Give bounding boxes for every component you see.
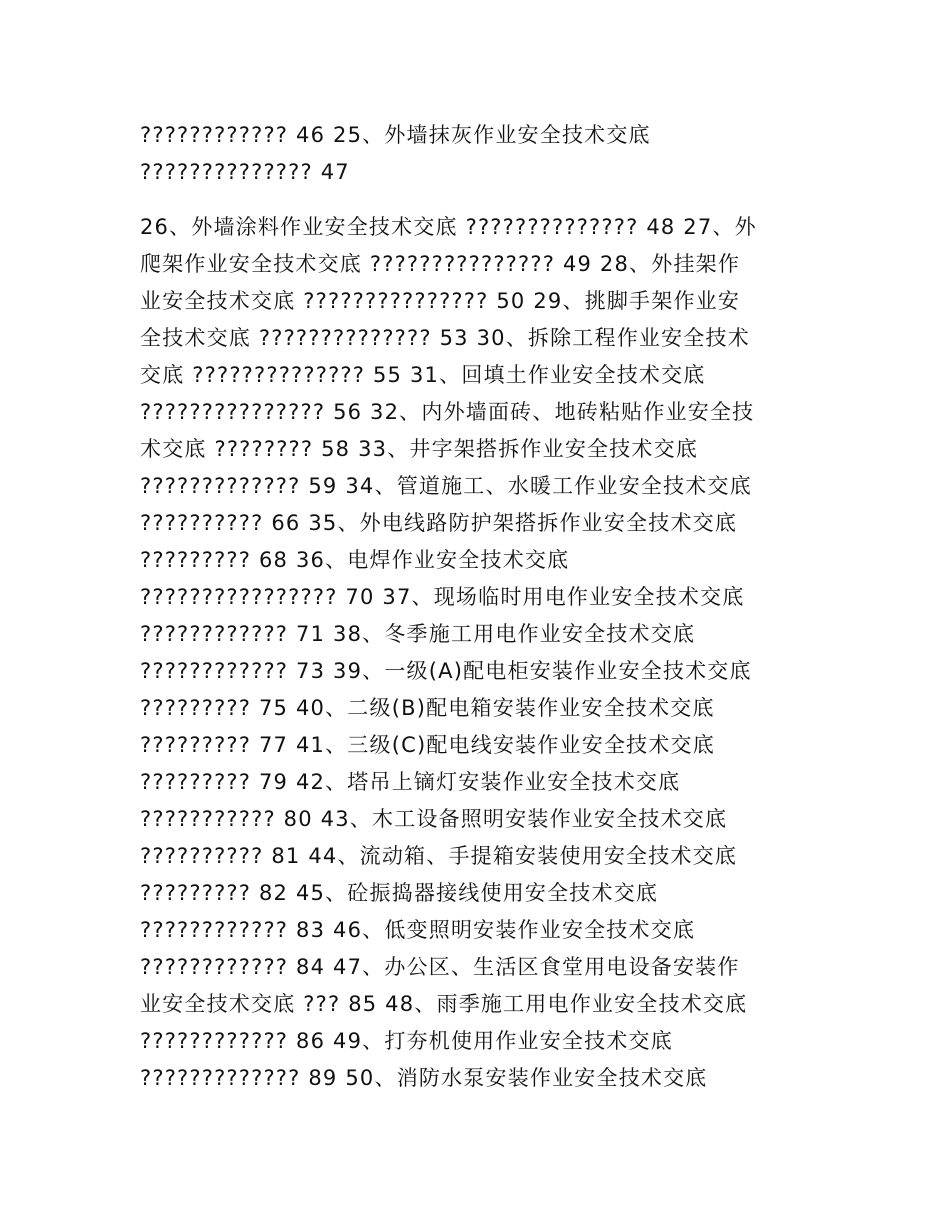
- toc-line: ???????????? 46 25、外墙抹灰作业安全技术交底: [140, 123, 651, 147]
- toc-line: ???????????????? 70 37、现场临时用电作业安全技术交底: [140, 585, 745, 609]
- toc-line: 26、外墙涂料作业安全技术交底 ?????????????? 48 27、外: [140, 215, 757, 239]
- toc-line: ???????????? 83 46、低变照明安装作业安全技术交底: [140, 918, 696, 942]
- toc-line: ?????????????? 47: [140, 160, 350, 184]
- toc-line: ??????????????? 56 32、内外墙面砖、地砖粘贴作业安全技: [140, 400, 755, 424]
- toc-line: ???????????? 71 38、冬季施工用电作业安全技术交底: [140, 622, 696, 646]
- toc-line: 术交底 ???????? 58 33、井字架搭拆作业安全技术交底: [140, 437, 699, 461]
- toc-line: 业安全技术交底 ??????????????? 50 29、挑脚手架作业安: [140, 289, 741, 313]
- toc-line: ????????? 75 40、二级(B)配电箱安装作业安全技术交底: [140, 696, 715, 720]
- toc-line: ?????????? 66 35、外电线路防护架搭拆作业安全技术交底: [140, 511, 738, 535]
- toc-line: 业安全技术交底 ??? 85 48、雨季施工用电作业安全技术交底: [140, 992, 748, 1016]
- toc-line: 交底 ?????????????? 55 31、回填土作业安全技术交底: [140, 363, 706, 387]
- toc-line: ????????? 82 45、砼振捣器接线使用安全技术交底: [140, 881, 659, 905]
- toc-line: ????????? 68 36、电焊作业安全技术交底: [140, 548, 570, 572]
- toc-line: ????????????? 59 34、管道施工、水暖工作业安全技术交底: [140, 474, 752, 498]
- toc-line: ????????????? 89 50、消防水泵安装作业安全技术交底: [140, 1066, 708, 1090]
- toc-line: ???????????? 73 39、一级(A)配电柜安装作业安全技术交底: [140, 659, 752, 683]
- toc-line: ???????????? 86 49、打夯机使用作业安全技术交底: [140, 1029, 673, 1053]
- toc-line: 全技术交底 ?????????????? 53 30、拆除工程作业安全技术: [140, 326, 750, 350]
- toc-line: ????????? 79 42、塔吊上镝灯安装作业安全技术交底: [140, 770, 681, 794]
- toc-paragraph-1: [140, 117, 830, 191]
- toc-line: 爬架作业安全技术交底 ??????????????? 49 28、外挂架作: [140, 252, 741, 276]
- toc-line: ???????????? 84 47、办公区、生活区食堂用电设备安装作: [140, 955, 740, 979]
- toc-line: ?????????? 81 44、流动箱、手提箱安装使用安全技术交底: [140, 844, 738, 868]
- toc-paragraph-2: [140, 209, 830, 1097]
- toc-line: ??????????? 80 43、木工设备照明安装作业安全技术交底: [140, 807, 728, 831]
- toc-line: ????????? 77 41、三级(C)配电线安装作业安全技术交底: [140, 733, 715, 757]
